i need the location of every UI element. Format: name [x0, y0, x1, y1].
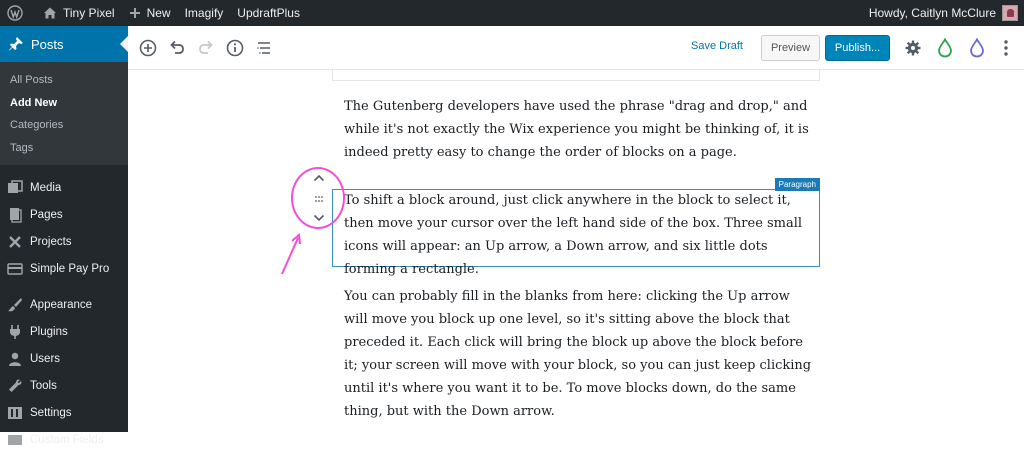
sidebar-item-settings[interactable]: [0, 399, 128, 426]
publish-button[interactable]: Publish...: [825, 35, 890, 61]
sidebar-item-users[interactable]: [0, 345, 128, 372]
submenu-all-posts[interactable]: All Posts: [10, 74, 53, 86]
imagify-label: Imagify: [184, 6, 224, 20]
sidebar-item-label: Custom Fields: [30, 433, 104, 446]
wrench-icon: [7, 378, 23, 394]
tools-cross-icon: [7, 234, 23, 250]
editor-content: [128, 70, 1024, 432]
imagify-link[interactable]: [178, 0, 231, 26]
sidebar-item-label: Projects: [30, 235, 72, 248]
yoast-drop-icon[interactable]: [935, 38, 955, 58]
pushpin-icon: [8, 36, 24, 52]
sidebar-item-projects[interactable]: [0, 228, 128, 255]
submenu-tags[interactable]: Tags: [10, 141, 34, 154]
paragraph-block-3[interactable]: You can probably fill in the blanks from here: clicking the Up arrow will move you block up one level, so it's sitting above the block that preceded it. Each click will bring the block up above the block before it; your screen will move with your block, so you can just keep clicking until it's where you want it to be. To move blocks down, do the same thing, but with the Down arrow.: [344, 289, 812, 419]
sidebar-item-simple-pay-pro[interactable]: [0, 255, 128, 282]
editor-toolbar: [128, 26, 1024, 70]
wordpress-icon: [7, 5, 23, 21]
updraftplus-link[interactable]: [230, 0, 307, 26]
new-content-link[interactable]: [122, 0, 178, 26]
card-icon: [7, 261, 23, 277]
plus-icon: [129, 7, 141, 19]
sidebar-item-label: Pages: [30, 208, 63, 221]
sidebar-item-label: Simple Pay Pro: [30, 262, 110, 275]
sidebar-item-tools[interactable]: [0, 372, 128, 399]
redo-icon[interactable]: [196, 38, 216, 58]
highlight-circle: [291, 167, 345, 229]
gear-icon[interactable]: [903, 38, 923, 58]
sidebar-item-label: Settings: [30, 406, 72, 419]
paragraph-block-1[interactable]: The Gutenberg developers have used the phrase "drag and drop," and while it's not exactly the Wix experience you might be thinking of, it is indeed pretty easy to change the order of blocks on a page.: [344, 99, 809, 160]
preview-button[interactable]: Preview: [761, 35, 820, 61]
info-icon[interactable]: [225, 38, 245, 58]
block-type-label: Paragraph: [775, 178, 820, 191]
plug-icon: [7, 324, 23, 340]
sidebar-item-label: Users: [30, 352, 61, 365]
paragraph-block-2[interactable]: To shift a block around, just click anywhere in the block to select it, then move your cursor over the left hand side of the box. Three small icons will appear: an Up arrow, a Down arrow, and six little dots forming a rectangle.: [344, 193, 803, 277]
pages-icon: [7, 207, 23, 223]
user-icon: [7, 351, 23, 367]
sidebar-item-label: Plugins: [30, 325, 68, 338]
previous-block[interactable]: [332, 70, 820, 81]
sidebar-item-label: Posts: [31, 36, 64, 52]
avatar: [1002, 5, 1018, 21]
undo-icon[interactable]: [167, 38, 187, 58]
sidebar-item-custom-fields[interactable]: [0, 426, 128, 453]
howdy-text: Howdy, Caitlyn McClure: [868, 6, 996, 20]
posts-submenu: [0, 62, 128, 165]
sidebar-item-appearance[interactable]: [0, 291, 128, 318]
sidebar-item-media[interactable]: [0, 174, 128, 201]
submenu-add-new[interactable]: Add New: [10, 96, 58, 109]
wordpress-logo[interactable]: [0, 0, 36, 26]
sidebar-item-label: Appearance: [30, 298, 93, 311]
new-label: New: [146, 6, 171, 20]
sidebar-item-label: Media: [30, 181, 62, 194]
settings-sliders-icon: [7, 405, 23, 421]
pink-arrow-annotation: [278, 228, 308, 278]
site-name: Tiny Pixel: [63, 6, 115, 20]
paintbrush-icon: [7, 297, 23, 313]
home-icon: [43, 6, 57, 20]
sidebar-item-pages[interactable]: [0, 201, 128, 228]
updraftplus-label: UpdraftPlus: [237, 6, 300, 20]
sidebar-item-plugins[interactable]: [0, 318, 128, 345]
admin-bar: [0, 0, 1024, 26]
admin-sidebar: [0, 26, 128, 446]
save-draft-button[interactable]: Save Draft: [691, 40, 743, 52]
media-icon: [7, 180, 23, 196]
block-navigation-icon[interactable]: [254, 38, 274, 58]
sidebar-item-label: Tools: [30, 379, 57, 392]
submenu-categories[interactable]: Categories: [10, 119, 64, 131]
custom-fields-icon: [7, 432, 23, 448]
add-block-icon[interactable]: [138, 38, 158, 58]
sidebar-item-posts[interactable]: [0, 26, 128, 62]
more-options-icon[interactable]: [996, 38, 1016, 58]
site-name-link[interactable]: [36, 0, 122, 26]
drop-icon[interactable]: [967, 38, 987, 58]
account-menu[interactable]: [862, 0, 1024, 26]
